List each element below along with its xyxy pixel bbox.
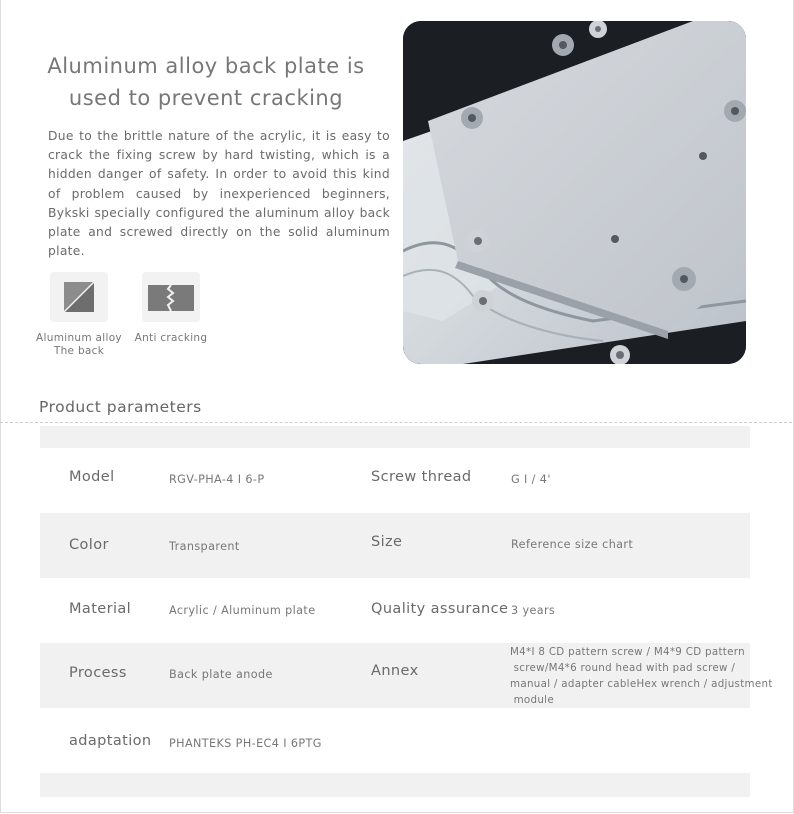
annex-line: manual / adapter cableHex wrench / adjustment — [510, 678, 773, 690]
param-label-adaptation: adaptation — [69, 733, 152, 749]
table-row — [40, 643, 773, 708]
param-label-annex: Annex — [371, 663, 419, 679]
product-photo — [403, 21, 746, 364]
param-value-size: Reference size chart — [511, 538, 634, 551]
annex-line: screw/M4*6 round head with pad screw / — [510, 662, 736, 674]
table-row — [40, 578, 750, 643]
hero-title-line1: Aluminum alloy back plate is — [47, 54, 365, 78]
section-title: Product parameters — [39, 398, 202, 416]
annex-line: M4*I 8 CD pattern screw / M4*9 CD pattern — [510, 646, 745, 658]
table-band — [40, 773, 750, 797]
table-band — [40, 426, 750, 448]
feature-label-line1: Anti cracking — [134, 332, 208, 344]
anti-crack-icon — [142, 272, 200, 322]
feature-label-line1: Aluminum alloy — [36, 332, 122, 344]
hero-title — [40, 50, 372, 114]
param-value-screw-thread: G I / 4' — [511, 473, 551, 486]
feature-aluminum-alloy — [34, 272, 124, 358]
feature-anti-cracking — [126, 272, 216, 345]
feature-label — [34, 332, 124, 358]
table-row — [40, 708, 750, 773]
table-row — [40, 448, 750, 513]
param-value-quality-assurance: 3 years — [511, 604, 556, 617]
hero-title-line2: used to prevent cracking — [68, 86, 344, 110]
param-label-model: Model — [69, 469, 115, 485]
param-value-model: RGV-PHA-4 I 6-P — [169, 473, 265, 486]
param-value-material: Acrylic / Aluminum plate — [169, 604, 316, 617]
param-value-adaptation: PHANTEKS PH-EC4 I 6PTG — [169, 737, 322, 750]
hero-description: Due to the brittle nature of the acrylic, it is easy to crack the fixing screw by hard twisting, which is a hidden danger of safety. In order to avoid this kind of problem caused by inexperienced beginners, Bykski specially configured the aluminum alloy back plate and screwed directly on the solid aluminum plate. — [48, 129, 390, 259]
param-label-quality-assurance: Quality assurance — [371, 601, 509, 617]
param-label-color: Color — [69, 537, 109, 553]
param-label-process: Process — [69, 665, 127, 681]
param-label-material: Material — [69, 601, 132, 617]
section-divider — [0, 422, 792, 423]
param-value-color: Transparent — [169, 540, 240, 553]
param-label-size: Size — [371, 534, 403, 550]
table-row — [40, 513, 750, 578]
param-label-screw-thread: Screw thread — [371, 469, 472, 485]
param-value-annex — [510, 644, 773, 708]
param-value-process: Back plate anode — [169, 668, 273, 681]
feature-label-line2: The back — [53, 345, 105, 357]
aluminum-plate-icon — [50, 272, 108, 322]
feature-label — [126, 332, 216, 345]
annex-line: module — [510, 694, 554, 706]
